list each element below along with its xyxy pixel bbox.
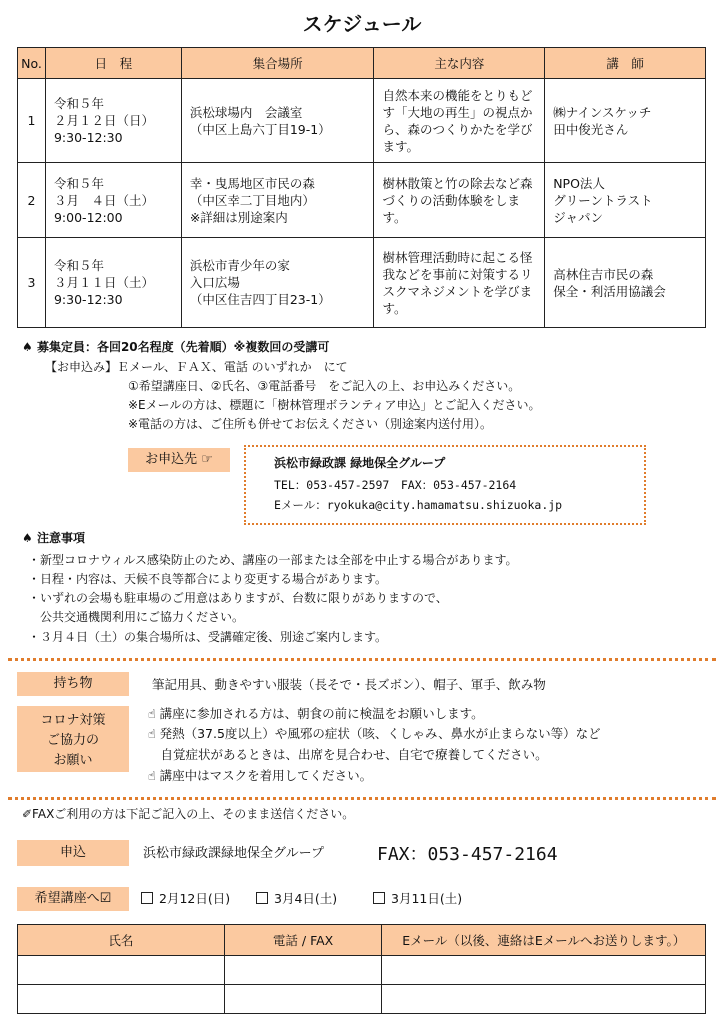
name-field[interactable]: [18, 956, 225, 985]
row-date: 令和５年 ２月１２日（日） 9:30‐12:30: [45, 79, 181, 163]
table-row: [18, 956, 706, 985]
apply-line-3: ※電話の方は、ご住所も併せてお伝えください（別途案内送付用）。: [128, 417, 493, 431]
checkbox[interactable]: [373, 892, 385, 904]
row-lecturer: ㈱ナインスケッチ 田中俊光さん: [545, 79, 706, 163]
row-content: 自然本来の機能をとりもどす「大地の再生」の視点から、森のつくりかたを学びます。: [374, 79, 545, 163]
note-item: ・３月４日（土）の集合場所は、受講確定後、別途ご案内します。: [28, 630, 388, 644]
row-place: 幸・曳馬地区市民の森 （中区幸二丁目地内） ※詳細は別途案内: [181, 163, 374, 238]
schedule-table: [17, 47, 706, 328]
schedule-header-row: [18, 48, 706, 79]
choice-label: 希望講座へ☑: [17, 887, 129, 911]
checkbox[interactable]: [141, 892, 153, 904]
row-content: 樹林散策と竹の除去など森づくりの活動体験をします。: [374, 163, 545, 238]
apply-label: 【お申込み】: [45, 360, 118, 374]
header-date: 日 程: [45, 48, 181, 79]
apply-org: 浜松市緑政課緑地保全グループ: [143, 846, 324, 861]
choice-option[interactable]: 3月11日(土): [373, 890, 462, 908]
table-row: [18, 985, 706, 1014]
application-form-table: [17, 924, 706, 1014]
apply-form-label: 申込: [17, 840, 129, 866]
fax-note: ✐FAXご利用の方は下記ご記入の上、そのまま送信ください。: [22, 807, 355, 821]
contact-box: [244, 445, 646, 525]
email-field[interactable]: [382, 985, 706, 1014]
row-no: 1: [18, 79, 46, 163]
header-content: 主な内容: [374, 48, 545, 79]
apply-line-2: ※Eメールの方は、標題に「樹林管理ボランティア申込」とご記入ください。: [128, 398, 541, 412]
bring-label: 持ち物: [17, 672, 129, 696]
row-lecturer: NPO法人 グリーントラスト ジャパン: [545, 163, 706, 238]
table-row: [18, 238, 706, 328]
divider: [8, 658, 716, 661]
header-lecturer: 講 師: [545, 48, 706, 79]
checkbox[interactable]: [256, 892, 268, 904]
apply-methods: [45, 359, 348, 377]
phone-field[interactable]: [224, 956, 382, 985]
apply-text: Ｅメール、ＦＡＸ、電話 のいずれか にて: [117, 360, 348, 374]
note-item: ・いずれの会場も駐車場のご用意はありますが、台数に限りがありますので、: [28, 591, 448, 605]
contact-email: Eメール：ryokuka@city.hamamatsu.shizuoka.jp: [274, 498, 563, 512]
phone-field[interactable]: [224, 985, 382, 1014]
covid-line: ☝ 講座中はマスクを着用してください。: [148, 768, 373, 783]
contact-name: 浜松市緑政課 緑地保全グループ: [274, 456, 446, 470]
row-place: 浜松市青少年の家 入口広場 （中区住吉四丁目23‐1）: [181, 238, 374, 328]
header-place: 集合場所: [181, 48, 374, 79]
notes-heading: ♠ 注意事項: [22, 531, 85, 545]
covid-line: ☝ 講座に参加される方は、朝食の前に検温をお願いします。: [148, 706, 484, 721]
spade-icon: ♠: [22, 340, 33, 354]
apply-line-1: ①希望講座日、②氏名、③電話番号 をご記入の上、お申込みください。: [128, 379, 521, 393]
note-item: 公共交通機関利用にご協力ください。: [28, 610, 245, 624]
row-place: 浜松球場内 会議室 （中区上島六丁目19‐1）: [181, 79, 374, 163]
table-row: [18, 79, 706, 163]
covid-label: コロナ対策 ご協力の お願い: [17, 706, 129, 772]
covid-line: ☝ 発熱（37.5度以上）や風邪の症状（咳、くしゃみ、鼻水が止まらない等）など: [148, 726, 601, 741]
table-row: [18, 163, 706, 238]
note-item: ・新型コロナウィルス感染防止のため、講座の一部または全部を中止する場合があります。: [28, 553, 518, 567]
recruit-heading: ♠ 募集定員：各回20名程度（先着順）※複数回の受講可: [22, 340, 330, 354]
contact-tel-fax: TEL：053‐457‐2597 FAX：053‐457‐2164: [274, 478, 517, 492]
form-header-email: Eメール（以後、連絡はEメールへお送りします。）: [382, 925, 706, 956]
form-header-name: 氏名: [18, 925, 225, 956]
header-no: No.: [18, 48, 46, 79]
divider: [8, 797, 716, 800]
row-content: 樹林管理活動時に起こる怪我などを事前に対策するリスクマネジメントを学びます。: [374, 238, 545, 328]
form-header-row: [18, 925, 706, 956]
covid-line: 自覚症状があるときは、出席を見合わせ、自宅で療養してください。: [148, 747, 548, 762]
apply-fax: FAX：053‐457‐2164: [377, 844, 558, 865]
row-date: 令和５年 ３月 ４日（土） 9:00‐12:00: [45, 163, 181, 238]
contact-tag: お申込先 ☞: [128, 448, 230, 472]
form-header-phone: 電話 / FAX: [224, 925, 382, 956]
row-lecturer: 高林住吉市民の森 保全・利活用協議会: [545, 238, 706, 328]
note-item: ・日程・内容は、天候不良等都合により変更する場合があります。: [28, 572, 388, 586]
page-title: スケジュール: [302, 12, 422, 36]
name-field[interactable]: [18, 985, 225, 1014]
spade-icon: ♠: [22, 531, 33, 545]
email-field[interactable]: [382, 956, 706, 985]
choice-option[interactable]: 2月12日(日): [141, 890, 230, 908]
row-no: 2: [18, 163, 46, 238]
row-no: 3: [18, 238, 46, 328]
row-date: 令和５年 ３月１１日（土） 9:30‐12:30: [45, 238, 181, 328]
bring-text: 筆記用具、動きやすい服装（長そで・長ズボン）、帽子、軍手、飲み物: [152, 677, 546, 692]
choice-option[interactable]: 3月4日(土): [256, 890, 337, 908]
